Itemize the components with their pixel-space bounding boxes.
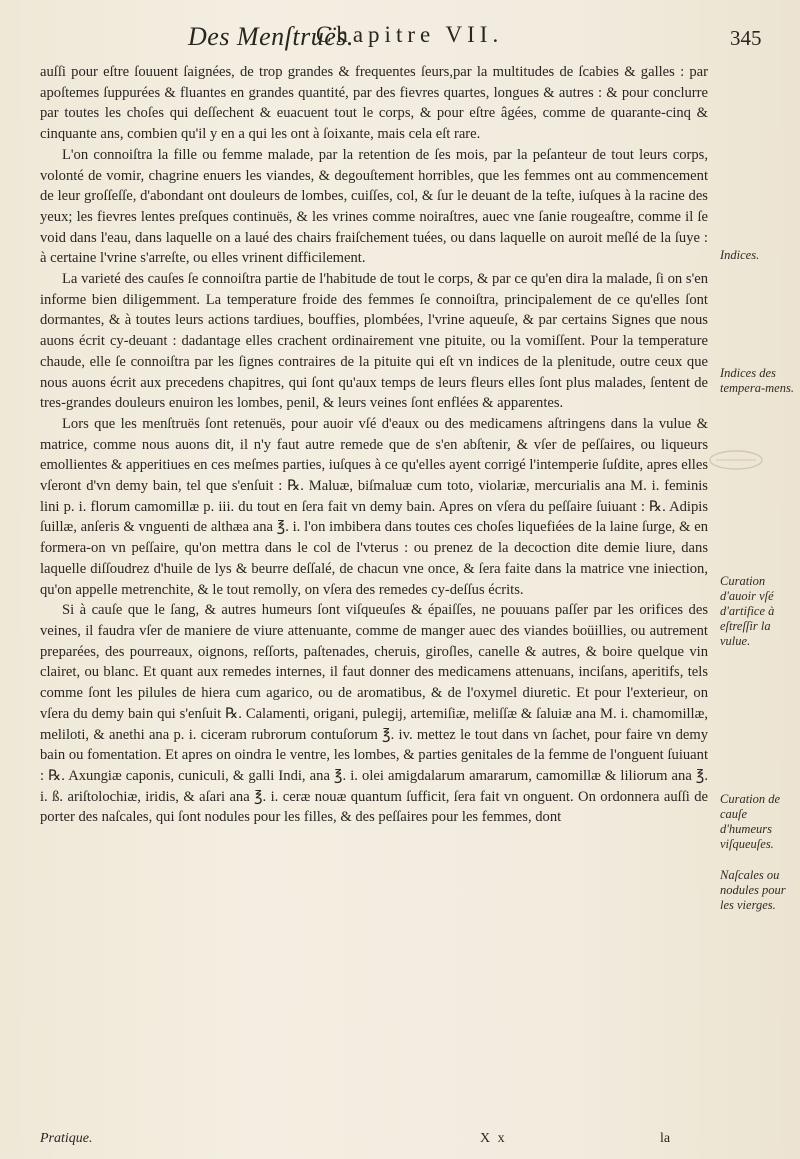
running-title: Des Menſtruës. xyxy=(188,22,354,51)
margin-note-indices: Indices. xyxy=(720,248,760,262)
catchword: la xyxy=(660,1131,671,1146)
paragraph-5: Si à cauſe que le ſang, & autres humeurs ſont viſqueuſes & épaiſſes, ne pouuans paſſer par les orifices des veines, il faudra vſer de maniere de viure attenuante, comme de manger auec des viandes boüillies, ou autrement preparées, des pourreaux, oignons, reſſorts, paſtenades, cheruis, giroſles, canelle & autres, & boire quelque vin clairet, ou blanc. Et quant aux remedes internes, il faut donner des medicamens attenuans, inciſans, aperitifs, tels comme ſont les pilules de hiera cum agarico, ou de aromatibus, & de l'oxymel diuretic. Et pour l'exterieur, on vſera du demy bain qui s'enſuit ℞. Calamenti, origani, pulegij, artemiſiæ, meliſſæ & ſaluiæ ana M. i. chamomillæ, meliloti, & anethi ana p. i. ciceram rubrorum contuſorum ℥. iv. mettez le tout dans vn ſachet, pour faire vn demy bain ou fomentation. Et apres on oindra le ventre, les lombes, & parties genitales de la femme de l'onguent ſuiuant : ℞. Axungiæ caponis, cuniculi, & galli Indi, ana ℥. i. olei amigdalarum amararum, camomillæ & liliorum ana ℥. i. ß. ariſtolochiæ, iridis, & aſari ana ℥. i. ceræ nouæ quantum ſufficit, ſera fait vn onguent. On ordonnera auſſi de porter des naſcales, qui ſont nodules pour les filles, & des peſſaires pour les femmes, dont xyxy=(40,602,708,826)
signature-mark: X x xyxy=(480,1131,507,1146)
faint-library-stamp xyxy=(706,448,766,472)
body-text xyxy=(40,62,708,828)
margin-note-nascales: Naſcales ou nodules pour les vierges. xyxy=(720,868,786,912)
page-footer xyxy=(40,1131,708,1153)
paragraph-4: Lors que les menſtruës ſont retenuës, pour auoir vſé d'eaux ou des medicamens aſtringens dans la vulue & matrice, comme nous auons dit, il n'y faut autre remede que de s'en abſtenir, & vſer de peſſaires, ou liqueurs emollientes & apperitiues en ces meſmes parties, iuſques à ce qu'elles ayent corrigé l'intemperie ſuſdite, apres elles vſeront d'vn demy bain, tel que s'enſuit : ℞. Maluæ, biſmaluæ cum toto, violariæ, mercurialis ana M. i. feminis lini p. i. florum camomillæ p. iii. du tout en ſera fait vn demy bain. Apres on vſera du peſſaire ſuiuant : ℞. Adipis ſuillæ, anſeris & vnguenti de althæa ana ℥. i. l'on imbibera dans toutes ces choſes liquefiées de la laine ſurge, & en formera-on vn peſſaire, qu'on mettra dans le col de l'vterus : ou prenez de la decoction dite demie liure, dans laquelle diſſoudrez d'huile de lys & beurre deſſalé, de chacun vne once, & ſera faite dans la matrice vne iniection, qu'on appelle metrenchite, & le tout remolly, on vſera des remedes cy-deſſus écrits. xyxy=(40,415,708,598)
page-header xyxy=(0,18,800,58)
paragraph-1: auſſi pour eſtre ſouuent ſaignées, de trop grandes & frequentes ſeurs,par la multitudes de ſcabies & galles : par apoſtemes ſuppurées & fluantes en grandes quantité, par des fievres quartes, longues & autres : & pour conclurre par toutes les choſes qui deſſechent & euacuent tout le corps, & pour eſtre âgées, comme de quarante-cinq & cinquante ans, combien qu'il y en a qui les ont à ſoixante, mais cela eſt rare. xyxy=(40,64,708,143)
chapter-heading: Chapitre VII. xyxy=(316,22,504,47)
footer-pratique: Pratique. xyxy=(40,1131,93,1146)
margin-note-temperaments: Indices des tempera-mens. xyxy=(720,366,794,395)
page-number: 345 xyxy=(730,26,762,50)
paragraph-2: L'on connoiſtra la fille ou femme malade, par la retention de ſes mois, par la peſanteur de tout leurs corps, volonté de vomir, chagrine enuers les viandes, & degouſtement horribles, que les femmes ont au commencement de leur groſſeſſe, d'abondant ont douleurs de lombes, cuiſſes, col, & ſur le deuant de la teſte, iuſques à la racine des yeux; les fievres lentes preſques continuës, & les vrines comme noiraſtres, auec vne ſanie rougeaſtre, comme il ſe void dans l'eau, dans laquelle on a laué des chairs fraiſchement tuées, ou dans laquelle on auroit meſlé de la ſuye : à certaine l'vrine s'arreſte, ou elles vrinent difficilement. xyxy=(40,146,708,267)
margin-note-curation-vulue: Curation d'auoir vſé d'artifice à eſtreſſir la vulue. xyxy=(720,574,775,648)
margin-note-curation-humeurs: Curation de cauſe d'humeurs viſqueuſes. xyxy=(720,792,781,851)
paragraph-3: La varieté des cauſes ſe connoiſtra partie de l'habitude de tout le corps, & par ce qu'en dira la malade, ſi on s'en informe bien diligemment. La temperature froide des femmes ſe connoiſtra, principalement de ce qu'elles ſont dormantes, & à toutes leurs actions tardiues, bouffies, plombées, l'vrine aqueuſe, & par certains Signes que nous auons écrit cy-deuant : dadantage elles crachent ordinairement vne pituite, ou la vomiſſent. Pour la temperature chaude, elle ſe connoiſtra par les ſignes contraires de la pituite qui eſt vn indices de la plenitude, outre ceux que nous auons écrit aux precedens chapitres, qui ſont qu'aux temps de leurs fleurs elles ſont plus malades, ſentent de tres-grandes douleurs enuiron les lombes, penil, & leurs veines ſont enflées & apparentes. xyxy=(40,271,708,412)
